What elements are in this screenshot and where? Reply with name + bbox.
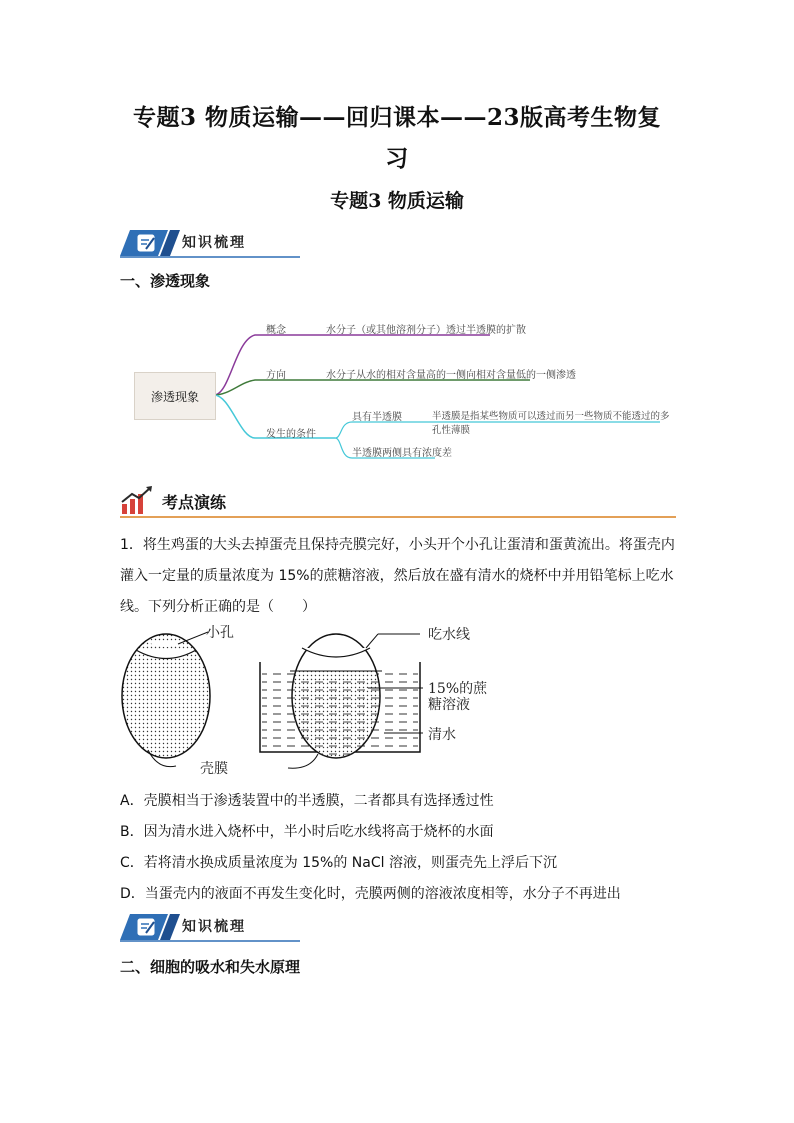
banner-label-2: 知识梳理 — [182, 919, 246, 935]
question-line2: 灌入一定量的质量浓度为 15%的蔗糖溶液，然后放在盛有清水的烧杯中并用铅笔标上吃水 — [120, 568, 674, 584]
section-heading-osmosis: 一、渗透现象 — [120, 272, 211, 290]
option-c: C．若将清水换成质量浓度为 15%的 NaCl 溶液，则蛋壳先上浮后下沉 — [120, 855, 557, 871]
knowledge-banner-2 — [120, 910, 300, 950]
mindmap-condition-gradient: 半透膜两侧具有浓度差 — [352, 448, 452, 459]
banner-label: 知识梳理 — [182, 235, 246, 251]
option-a: A．壳膜相当于渗透装置中的半透膜，二者都具有选择透过性 — [120, 793, 494, 809]
mindmap-direction-text: 水分子从水的相对含量高的一侧向相对含量低的一侧渗透 — [326, 370, 576, 381]
eggshell-experiment-figure — [118, 622, 518, 780]
question-line1: 1．将生鸡蛋的大头去掉蛋壳且保持壳膜完好，小头开个小孔让蛋清和蛋黄流出。将蛋壳内 — [120, 537, 675, 553]
figure-label-hole: 小孔 — [206, 625, 234, 641]
exercise-banner-label: 考点演练 — [162, 493, 227, 512]
figure-label-water: 清水 — [428, 727, 456, 743]
notebook-pencil-icon — [138, 235, 154, 251]
osmosis-mindmap — [130, 310, 670, 475]
figure-label-waterline: 吃水线 — [428, 627, 470, 643]
figure-label-sucrose-2: 糖溶液 — [428, 697, 470, 713]
knowledge-banner — [120, 226, 300, 266]
chart-trend-icon — [120, 484, 160, 520]
question-line3: 线。下列分析正确的是（ ） — [120, 599, 316, 615]
mindmap-membrane-detail: 半透膜是指某些物质可以透过而另一些物质不能透过的多孔性薄膜 — [432, 411, 670, 436]
notebook-pencil-icon — [138, 919, 154, 935]
document-subtitle: 专题3 物质运输 — [330, 190, 464, 212]
section-heading-cell-water: 二、细胞的吸水和失水原理 — [120, 958, 301, 976]
mindmap-condition-membrane: 具有半透膜 — [352, 412, 402, 423]
exercise-banner — [120, 484, 676, 520]
option-b: B．因为清水进入烧杯中，半小时后吃水线将高于烧杯的水面 — [120, 824, 494, 840]
mindmap-root: 渗透现象 — [134, 372, 216, 420]
option-d: D．当蛋壳内的液面不再发生变化时，壳膜两侧的溶液浓度相等，水分子不再进出 — [120, 886, 621, 902]
document-title-line1: 专题3 物质运输——回归课本——23版高考生物复 — [132, 104, 662, 131]
document-title-line2: 习 — [385, 145, 409, 172]
figure-label-sucrose-1: 15%的蔗 — [428, 681, 488, 697]
mindmap-direction-label: 方向 — [266, 370, 286, 381]
mindmap-conditions-label: 发生的条件 — [266, 429, 316, 440]
mindmap-concept-text: 水分子（或其他溶剂分子）透过半透膜的扩散 — [326, 325, 526, 336]
figure-label-membrane: 壳膜 — [200, 761, 228, 777]
mindmap-concept-label: 概念 — [266, 325, 286, 336]
